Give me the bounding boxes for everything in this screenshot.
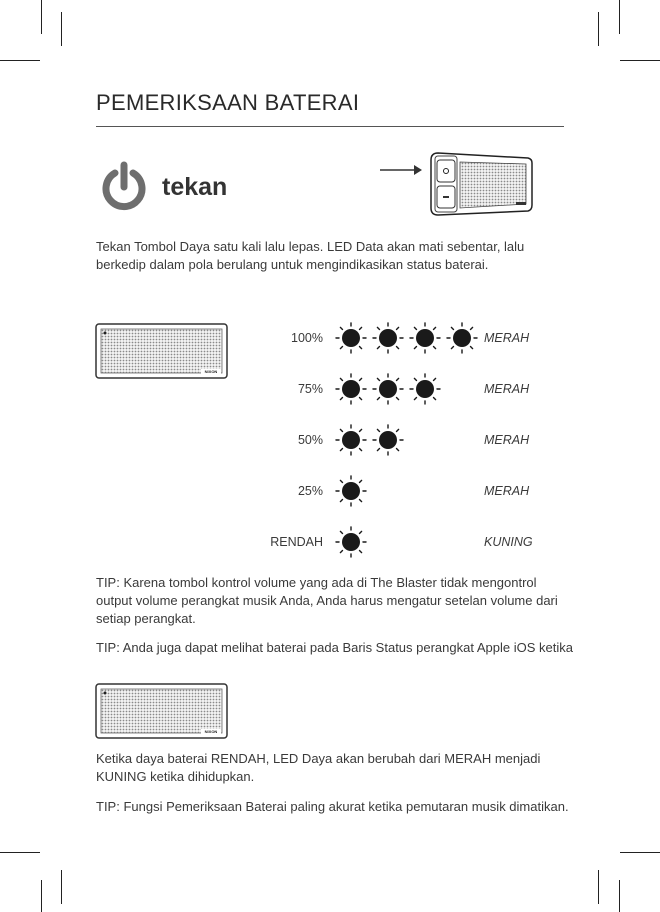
crop-mark [619, 0, 620, 34]
led-color-label: MERAH [484, 331, 530, 345]
intro-paragraph: Tekan Tombol Daya satu kali lalu lepas. LED Data akan mati sebentar, lalu berkedip dalam pola berulang untuk mengindikasikan status baterai. [96, 239, 525, 272]
led-row-75 [334, 372, 482, 406]
tip-accuracy: TIP: Fungsi Pemeriksaan Baterai paling akurat ketika pemutaran musik dimatikan. [96, 799, 569, 814]
title-divider [96, 126, 564, 127]
battery-level-label: RENDAH [270, 535, 323, 549]
led-color-label: MERAH [484, 484, 530, 498]
press-label: tekan [162, 173, 228, 201]
crop-mark [0, 60, 40, 61]
led-row-25 [334, 474, 482, 508]
led-row-low [334, 525, 482, 559]
speaker-front-illustration-low [95, 683, 228, 739]
crop-mark [619, 880, 620, 912]
arrow-right-icon [380, 164, 422, 176]
crop-mark [41, 880, 42, 912]
power-icon [98, 161, 150, 213]
battery-level-label: 100% [291, 331, 323, 345]
battery-level-label: 75% [297, 382, 323, 396]
crop-mark [0, 852, 40, 853]
battery-level-label: 50% [297, 433, 323, 447]
tip-ios-status: TIP: Anda juga dapat melihat baterai pada Baris Status perangkat Apple iOS ketika [96, 640, 573, 655]
crop-mark [41, 0, 42, 34]
low-battery-paragraph: Ketika daya baterai RENDAH, LED Daya akan berubah dari MERAH menjadi KUNING ketika dihidupkan. [96, 751, 541, 784]
led-row-50 [334, 423, 482, 457]
speaker-side-illustration [428, 150, 534, 218]
speaker-brand-label: NIXON [204, 369, 218, 374]
speaker-brand-label: NIXON [204, 729, 218, 734]
page-title: PEMERIKSAAN BATERAI [96, 90, 360, 115]
speaker-front-illustration [95, 323, 228, 379]
crop-mark [61, 12, 62, 46]
tip-volume: TIP: Karena tombol kontrol volume yang ada di The Blaster tidak mengontrol output volume perangkat musik Anda, Anda harus mengatur setelan volume dari setiap perangkat. [96, 575, 558, 626]
crop-mark [598, 870, 599, 904]
led-color-label: MERAH [484, 433, 530, 447]
crop-mark [598, 12, 599, 46]
battery-level-label: 25% [297, 484, 323, 498]
crop-mark [620, 852, 660, 853]
crop-mark [620, 60, 660, 61]
led-row-100 [334, 321, 482, 355]
led-color-label: KUNING [484, 535, 533, 549]
led-color-label: MERAH [484, 382, 530, 396]
crop-mark [61, 870, 62, 904]
